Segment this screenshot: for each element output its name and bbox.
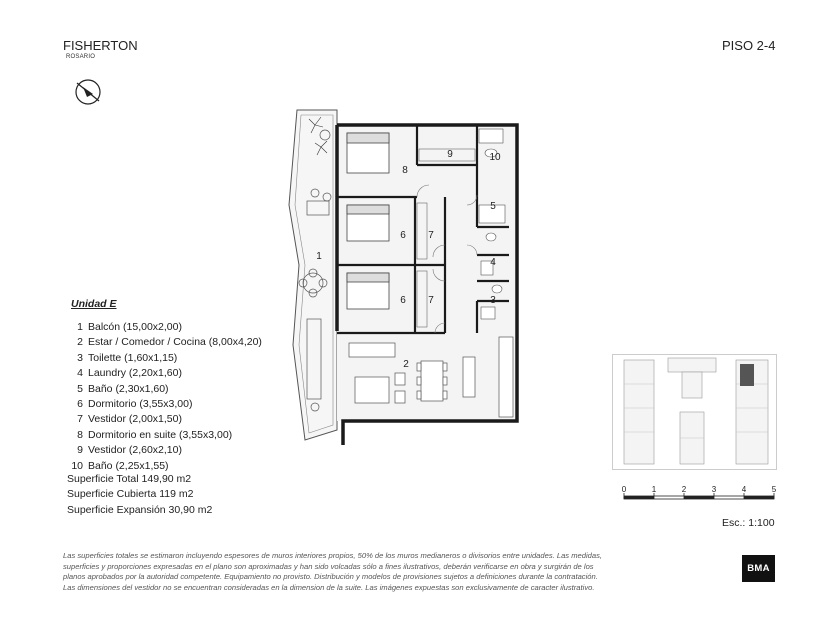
surface-line: Superficie Cubierta 119 m2	[67, 488, 194, 501]
room-label: Baño (2,30x1,60)	[88, 382, 169, 395]
room-list	[63, 320, 262, 474]
room-label: Dormitorio en suite (3,55x3,00)	[88, 428, 233, 441]
room-list-item	[63, 412, 262, 427]
scale-tick-label: 0	[621, 485, 627, 494]
scale-tick-label: 1	[651, 485, 657, 494]
room-label: Estar / Comedor / Cocina (8,00x4,20)	[88, 336, 262, 349]
room-number: 6	[77, 398, 83, 411]
plan-label-suite: 8	[402, 165, 408, 176]
scale-tick-label: 3	[711, 485, 717, 494]
room-label: Vestidor (2,60x2,10)	[88, 444, 182, 457]
plan-label-laundry: 4	[490, 257, 496, 268]
room-number: 5	[77, 382, 83, 395]
room-list-item	[63, 351, 262, 366]
scale-label: Esc.: 1:100	[722, 517, 775, 529]
surface-line: Superficie Expansión 30,90 m2	[67, 503, 213, 516]
unit-title: Unidad E	[71, 298, 117, 310]
plan-label-living: 2	[403, 359, 409, 370]
bma-logo: BMA	[742, 555, 775, 582]
plan-label-bedroom-b: 6	[400, 295, 406, 306]
scale-tick-label: 5	[771, 485, 777, 494]
beds	[347, 133, 389, 309]
room-list-item	[63, 397, 262, 412]
plan-label-dressing-b: 7	[428, 295, 434, 306]
room-list-item	[63, 428, 262, 443]
project-title: FISHERTON	[63, 38, 138, 53]
disclaimer-line: superficies y proporciones expresadas en el plano son aproximadas y han sido volcadas sólo a fines ilustrativos, deberán verificarse en obra y surgirán de los	[63, 561, 594, 571]
room-list-item	[63, 443, 262, 458]
plan-label-suite-bath: 10	[489, 152, 501, 163]
surface-line: Superficie Total 149,90 m2	[67, 473, 192, 485]
disclaimer-line: planos aprobados por la autoridad competente. Equipamiento no provisto. Distribución y modelos de provisiones sujetos a definiciones durante la contratación.	[63, 572, 598, 581]
room-number: 4	[77, 367, 83, 380]
room-label: Vestidor (2,00x1,50)	[88, 413, 182, 426]
key-plan-unit-highlight	[740, 364, 754, 386]
floor-plan	[285, 105, 525, 445]
project-city: ROSARIO	[66, 54, 96, 60]
scale-tick-label: 2	[681, 485, 687, 494]
room-list-item	[63, 320, 262, 335]
room-list-item	[63, 382, 262, 397]
surface-summary	[67, 472, 212, 518]
scale-tick-label: 4	[741, 485, 747, 494]
plan-label-bath: 5	[490, 201, 496, 212]
room-number: 3	[77, 351, 83, 364]
plan-label-toilette: 3	[490, 295, 496, 306]
key-plan	[612, 354, 777, 470]
scale-bar	[614, 484, 778, 508]
plan-label-suite-dressing: 9	[447, 149, 453, 160]
disclaimer-line: Las superficies totales se estimaron incluyendo espesores de muros interiores propios, 50% de los muros medianeros o divisorios entre unidades. Las medidas,	[63, 551, 603, 560]
room-label: Dormitorio (3,55x3,00)	[88, 398, 193, 411]
room-number: 1	[77, 321, 83, 333]
room-number: 7	[77, 413, 83, 426]
floor-label: PISO 2-4	[722, 38, 776, 53]
disclaimer-text	[63, 551, 683, 593]
plan-label-bedroom-a: 6	[400, 230, 406, 241]
room-number: 9	[77, 444, 83, 457]
room-list-item	[63, 335, 262, 350]
balcony-area	[289, 110, 337, 440]
room-label: Balcón (15,00x2,00)	[88, 321, 182, 333]
room-number: 2	[77, 336, 83, 349]
room-number: 8	[77, 428, 83, 441]
north-arrow-icon	[74, 78, 102, 106]
room-label: Toilette (1,60x1,15)	[88, 351, 178, 364]
plan-label-balcony: 1	[316, 251, 322, 262]
room-list-item	[63, 366, 262, 381]
room-label: Baño (2,25x1,55)	[88, 459, 169, 472]
room-number: 10	[71, 459, 83, 472]
plan-label-dressing-a: 7	[428, 230, 434, 241]
room-label: Laundry (2,20x1,60)	[88, 367, 182, 380]
disclaimer-line: Las dimensiones del vestidor no se encuentran consideradas en la dimension de la suite. Las imágenes expuestas son exclusivamente de caracter ilustrativo.	[63, 582, 595, 592]
